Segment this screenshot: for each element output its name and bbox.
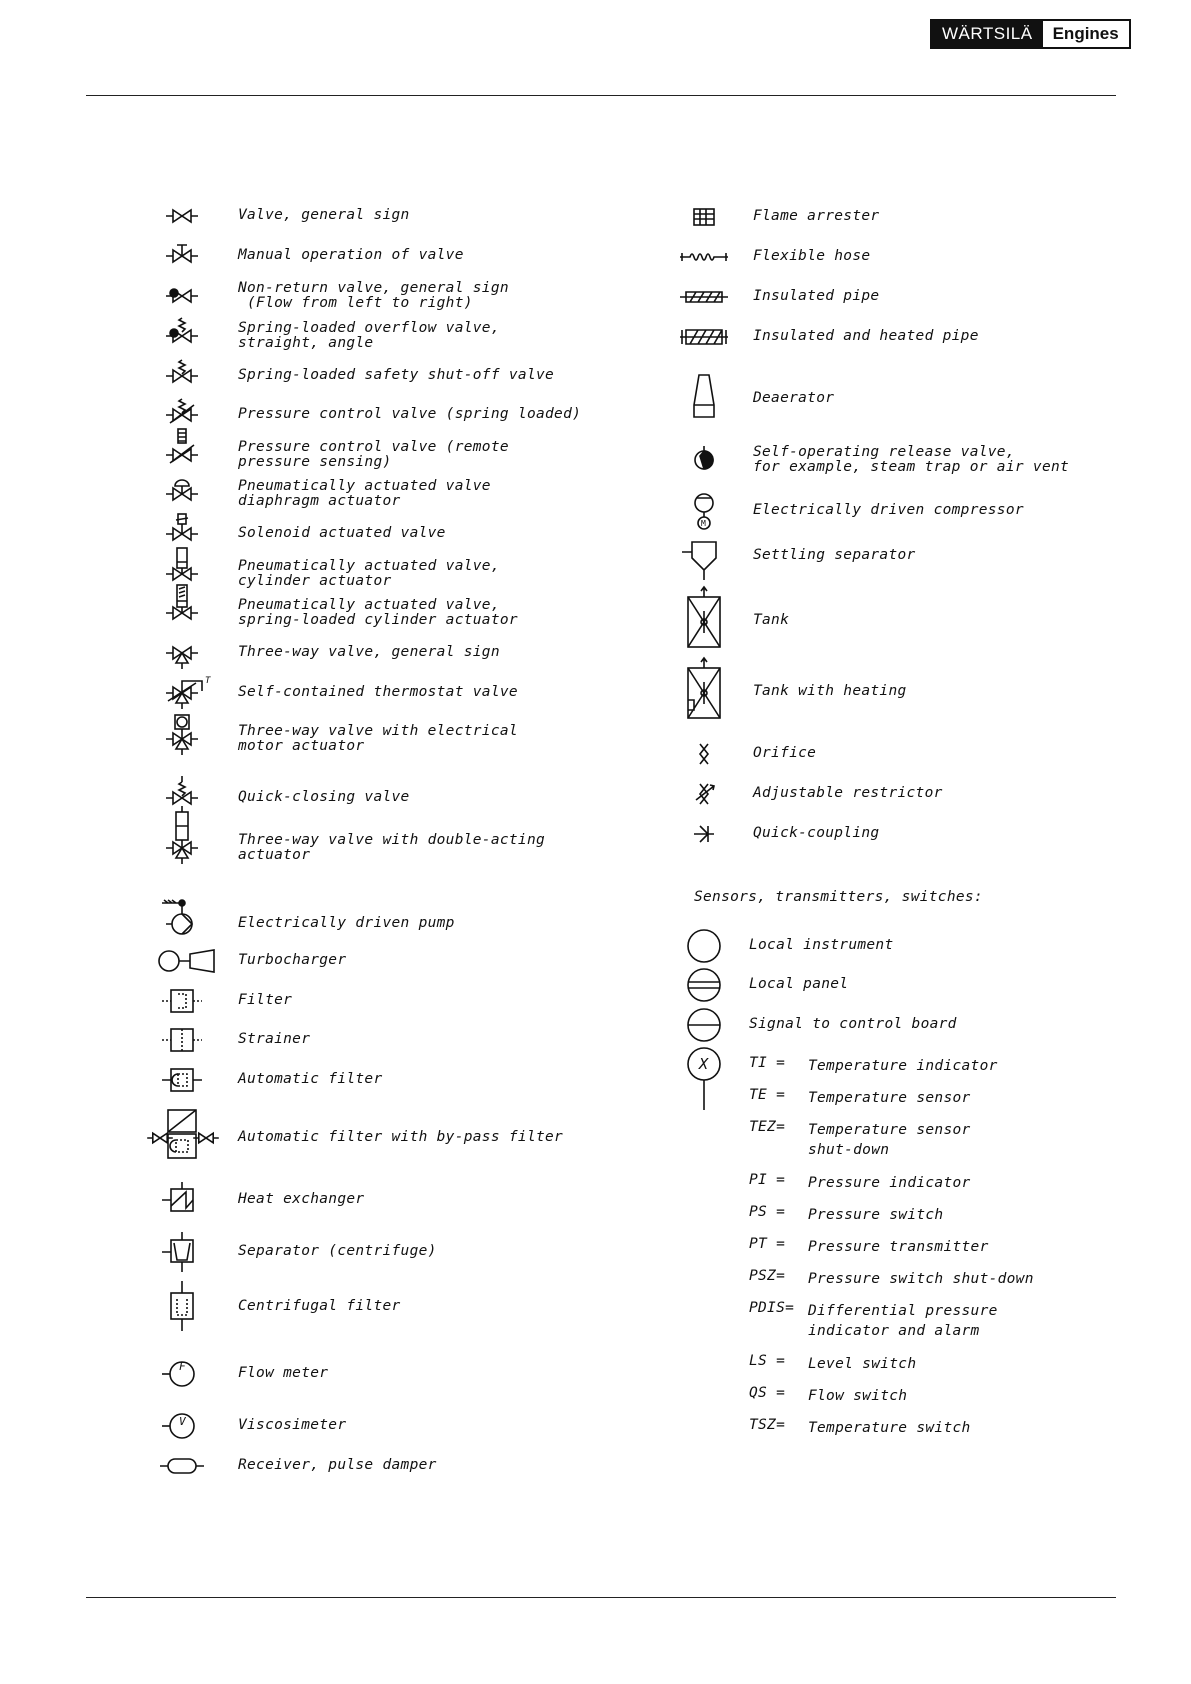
label-threewaydouble bbox=[238, 833, 545, 863]
label-autobypass-line: Automatic filter with by-pass filter bbox=[238, 1129, 564, 1145]
label-quickclose-line: Quick-closing valve bbox=[238, 789, 410, 805]
pump-icon bbox=[162, 900, 192, 934]
label-heatex bbox=[238, 1192, 364, 1207]
label-autofilter bbox=[238, 1072, 382, 1087]
label-solenoid-line: Solenoid actuated valve bbox=[238, 525, 446, 541]
sensor-label-localpanel: Local panel bbox=[749, 976, 849, 992]
sensor-code-description-line: Temperature indicator bbox=[808, 1058, 998, 1074]
label-pcvspring-line: Pressure control valve (spring loaded) bbox=[238, 406, 582, 422]
heat-exchanger-icon bbox=[162, 1182, 193, 1211]
label-nonreturn bbox=[238, 281, 509, 311]
label-adjrestr bbox=[753, 786, 943, 801]
label-pump bbox=[238, 916, 455, 931]
sensor-code: PT = bbox=[749, 1236, 786, 1252]
label-orifice-line: Orifice bbox=[753, 745, 817, 761]
label-quickclose bbox=[238, 790, 410, 805]
valve-icon bbox=[166, 210, 198, 222]
label-quickcoup bbox=[753, 826, 879, 841]
sensor-code-description-line: indicator and alarm bbox=[808, 1323, 980, 1339]
thermostat-valve-icon bbox=[166, 676, 211, 709]
label-turbo bbox=[238, 953, 346, 968]
sensor-code-description bbox=[808, 1237, 989, 1257]
label-centfilter-line: Centrifugal filter bbox=[238, 1298, 401, 1314]
label-settling bbox=[753, 548, 916, 563]
sensor-code: LS = bbox=[749, 1353, 786, 1369]
label-separator bbox=[238, 1244, 437, 1259]
label-receiver bbox=[238, 1458, 437, 1473]
label-pneudiaph-line: diaphragm actuator bbox=[238, 493, 401, 509]
label-tankheat-line: Tank with heating bbox=[753, 683, 907, 699]
insulated-pipe-icon bbox=[680, 292, 728, 302]
label-flowmeter bbox=[238, 1366, 328, 1381]
label-flamearr bbox=[753, 209, 879, 224]
sensor-code-description-line: Temperature sensor bbox=[808, 1090, 971, 1106]
label-pneudiaph bbox=[238, 479, 491, 509]
sensor-code-description-line: Level switch bbox=[808, 1356, 917, 1372]
label-pneucyl-line: Pneumatically actuated valve, bbox=[238, 558, 500, 574]
label-flamearr-line: Flame arrester bbox=[753, 208, 880, 224]
label-thermostat-line: Self-contained thermostat valve bbox=[238, 684, 518, 700]
sensor-code: TI = bbox=[749, 1055, 786, 1071]
label-autobypass bbox=[238, 1130, 563, 1145]
sensor-label-localinst: Local instrument bbox=[749, 937, 894, 953]
label-inspipe-line: Insulated pipe bbox=[753, 288, 880, 304]
non-return-valve-icon bbox=[166, 289, 198, 302]
label-valve-line: Valve, general sign bbox=[238, 207, 410, 223]
instrument-x-icon bbox=[688, 1048, 720, 1110]
insulated-heated-pipe-icon bbox=[680, 330, 728, 344]
sensor-code-description-line: Flow switch bbox=[808, 1388, 908, 1404]
receiver-icon bbox=[160, 1459, 204, 1473]
filter-icon bbox=[162, 990, 202, 1012]
label-filter bbox=[238, 993, 292, 1008]
label-visco bbox=[238, 1418, 346, 1433]
sensor-code-description bbox=[808, 1088, 971, 1108]
label-selfop bbox=[753, 445, 1069, 475]
label-valve bbox=[238, 208, 410, 223]
pressure-control-valve-icon bbox=[166, 399, 198, 423]
flame-arrester-icon bbox=[694, 209, 714, 225]
svg-text:T: T bbox=[205, 676, 211, 686]
label-threewaymotor-line: motor actuator bbox=[238, 738, 365, 754]
tank-icon bbox=[688, 587, 720, 647]
label-heatex-line: Heat exchanger bbox=[238, 1191, 365, 1207]
local-instrument-icon bbox=[688, 930, 720, 962]
sensor-code-description bbox=[808, 1205, 943, 1225]
sensor-code-description bbox=[808, 1120, 971, 1160]
label-flowmeter-line: Flow meter bbox=[238, 1365, 329, 1381]
sensor-code: PI = bbox=[749, 1172, 786, 1188]
sensor-code-description-line: Temperature switch bbox=[808, 1420, 971, 1436]
label-visco-line: Viscosimeter bbox=[238, 1417, 347, 1433]
cylinder-actuated-valve-icon bbox=[166, 548, 198, 580]
sensor-code-description bbox=[808, 1173, 971, 1193]
label-selfop-line: Self-operating release valve, bbox=[753, 444, 1015, 460]
label-tank-line: Tank bbox=[753, 612, 790, 628]
label-separator-line: Separator (centrifuge) bbox=[238, 1243, 437, 1259]
label-pcvremote-line: pressure sensing) bbox=[238, 454, 392, 470]
sensor-code-description-line: shut-down bbox=[808, 1142, 890, 1158]
double-acting-valve-icon bbox=[166, 806, 198, 864]
sensor-code-description-line: Differential pressure bbox=[808, 1303, 998, 1319]
heated-tank-icon bbox=[688, 658, 720, 718]
sensor-code: TEZ= bbox=[749, 1119, 786, 1135]
label-threeway-line: Three-way valve, general sign bbox=[238, 644, 500, 660]
bypass-filter-icon bbox=[147, 1110, 219, 1158]
label-flexhose-line: Flexible hose bbox=[753, 248, 871, 264]
label-selfop-line: for example, steam trap or air vent bbox=[753, 459, 1070, 475]
label-threewaymotor bbox=[238, 724, 518, 754]
three-way-valve-icon bbox=[166, 647, 198, 669]
label-deaerator-line: Deaerator bbox=[753, 390, 835, 406]
sensor-code: TSZ= bbox=[749, 1417, 786, 1433]
label-nonreturn-line: (Flow from left to right) bbox=[238, 295, 473, 311]
label-pcvremote-line: Pressure control valve (remote bbox=[238, 439, 509, 455]
label-springsafety-line: Spring-loaded safety shut-off valve bbox=[238, 367, 555, 383]
release-valve-icon bbox=[695, 446, 713, 469]
sensor-code-description-line: Pressure indicator bbox=[808, 1175, 971, 1191]
label-solenoid bbox=[238, 526, 446, 541]
label-insheated bbox=[753, 329, 979, 344]
label-inspipe bbox=[753, 289, 879, 304]
settling-separator-icon bbox=[682, 542, 716, 580]
label-flexhose bbox=[753, 249, 870, 264]
brand-subtitle: Engines bbox=[1043, 21, 1129, 47]
sensors-heading: Sensors, transmitters, switches: bbox=[694, 889, 983, 905]
label-strainer-line: Strainer bbox=[238, 1031, 311, 1047]
label-autofilter-line: Automatic filter bbox=[238, 1071, 383, 1087]
remote-pressure-control-valve-icon bbox=[166, 429, 198, 463]
svg-text:V: V bbox=[179, 1415, 186, 1428]
sensor-code-description bbox=[808, 1418, 971, 1438]
sensor-code-description-line: Pressure switch shut-down bbox=[808, 1271, 1034, 1287]
flexible-hose-icon bbox=[680, 253, 728, 261]
local-panel-icon bbox=[688, 969, 720, 1001]
label-springsafety bbox=[238, 368, 554, 383]
label-pcvspring bbox=[238, 407, 581, 422]
quick-coupling-icon bbox=[694, 826, 714, 842]
label-adjrestr-line: Adjustable restrictor bbox=[753, 785, 943, 801]
label-threewaydouble-line: Three-way valve with double-acting bbox=[238, 832, 546, 848]
label-nonreturn-line: Non-return valve, general sign bbox=[238, 280, 509, 296]
brand-name: WÄRTSILÄ bbox=[932, 21, 1043, 47]
sensor-code: PDIS= bbox=[749, 1300, 795, 1316]
sensor-label-signal: Signal to control board bbox=[749, 1016, 957, 1032]
sensor-code: PSZ= bbox=[749, 1268, 786, 1284]
spring-cylinder-valve-icon bbox=[166, 585, 198, 619]
sensor-code-description-line: Temperature sensor bbox=[808, 1122, 971, 1138]
label-turbo-line: Turbocharger bbox=[238, 952, 347, 968]
label-pneudiaph-line: Pneumatically actuated valve bbox=[238, 478, 491, 494]
label-threeway bbox=[238, 645, 500, 660]
label-settling-line: Settling separator bbox=[753, 547, 916, 563]
solenoid-valve-icon bbox=[166, 514, 198, 540]
sensor-code-description bbox=[808, 1301, 998, 1341]
label-quickcoup-line: Quick-coupling bbox=[753, 825, 880, 841]
instrument-x-letter: X bbox=[699, 1055, 709, 1073]
compressor-icon bbox=[695, 494, 713, 529]
viscosimeter-icon bbox=[162, 1414, 194, 1438]
spring-loaded-overflow-valve-icon bbox=[166, 318, 198, 342]
label-receiver-line: Receiver, pulse damper bbox=[238, 1457, 437, 1473]
label-threewaydouble-line: actuator bbox=[238, 847, 311, 863]
label-pcvremote bbox=[238, 440, 509, 470]
label-springover-line: Spring-loaded overflow valve, bbox=[238, 320, 500, 336]
signal-control-board-icon bbox=[688, 1009, 720, 1041]
sensor-code-description bbox=[808, 1056, 998, 1076]
label-tank bbox=[753, 613, 789, 628]
label-pneuspring-line: spring-loaded cylinder actuator bbox=[238, 612, 518, 628]
turbocharger-icon bbox=[159, 950, 214, 972]
label-threewaymotor-line: Three-way valve with electrical bbox=[238, 723, 518, 739]
label-pneucyl-line: cylinder actuator bbox=[238, 573, 392, 589]
sensor-code-description bbox=[808, 1269, 1034, 1289]
manual-valve-icon bbox=[166, 245, 198, 262]
sensor-code: QS = bbox=[749, 1385, 786, 1401]
sensor-code-description-line: Pressure switch bbox=[808, 1207, 944, 1223]
sensor-code-description-line: Pressure transmitter bbox=[808, 1239, 989, 1255]
sensor-code: PS = bbox=[749, 1204, 786, 1220]
label-manual bbox=[238, 248, 464, 263]
label-deaerator bbox=[753, 391, 834, 406]
automatic-filter-icon bbox=[162, 1069, 202, 1091]
sensor-code: TE = bbox=[749, 1087, 786, 1103]
svg-text:F: F bbox=[179, 1360, 186, 1373]
label-centfilter bbox=[238, 1299, 401, 1314]
spring-loaded-safety-valve-icon bbox=[166, 360, 198, 382]
label-pneucyl bbox=[238, 559, 500, 589]
sensor-code-description bbox=[808, 1386, 907, 1406]
sensor-code-description bbox=[808, 1354, 916, 1374]
strainer-icon bbox=[162, 1029, 202, 1051]
label-pneuspring-line: Pneumatically actuated valve, bbox=[238, 597, 500, 613]
label-springover-line: straight, angle bbox=[238, 335, 374, 351]
label-pump-line: Electrically driven pump bbox=[238, 915, 455, 931]
label-compressor-line: Electrically driven compressor bbox=[753, 502, 1024, 518]
label-springover bbox=[238, 321, 500, 351]
adjustable-restrictor-icon bbox=[696, 784, 714, 804]
label-strainer bbox=[238, 1032, 310, 1047]
deaerator-icon bbox=[694, 375, 714, 417]
label-thermostat bbox=[238, 685, 518, 700]
label-pneuspring bbox=[238, 598, 518, 628]
svg-text:M: M bbox=[701, 519, 706, 528]
label-compressor bbox=[753, 503, 1024, 518]
quick-closing-valve-icon bbox=[166, 776, 198, 804]
label-tankheat bbox=[753, 684, 907, 699]
separator-icon bbox=[162, 1232, 193, 1272]
label-filter-line: Filter bbox=[238, 992, 293, 1008]
label-orifice bbox=[753, 746, 816, 761]
flow-meter-icon bbox=[162, 1360, 194, 1386]
centrifugal-filter-icon bbox=[171, 1281, 193, 1331]
label-insheated-line: Insulated and heated pipe bbox=[753, 328, 979, 344]
diaphragm-actuated-valve-icon bbox=[166, 480, 198, 500]
label-manual-line: Manual operation of valve bbox=[238, 247, 464, 263]
orifice-icon bbox=[700, 744, 708, 764]
three-way-motor-valve-icon bbox=[166, 715, 198, 755]
